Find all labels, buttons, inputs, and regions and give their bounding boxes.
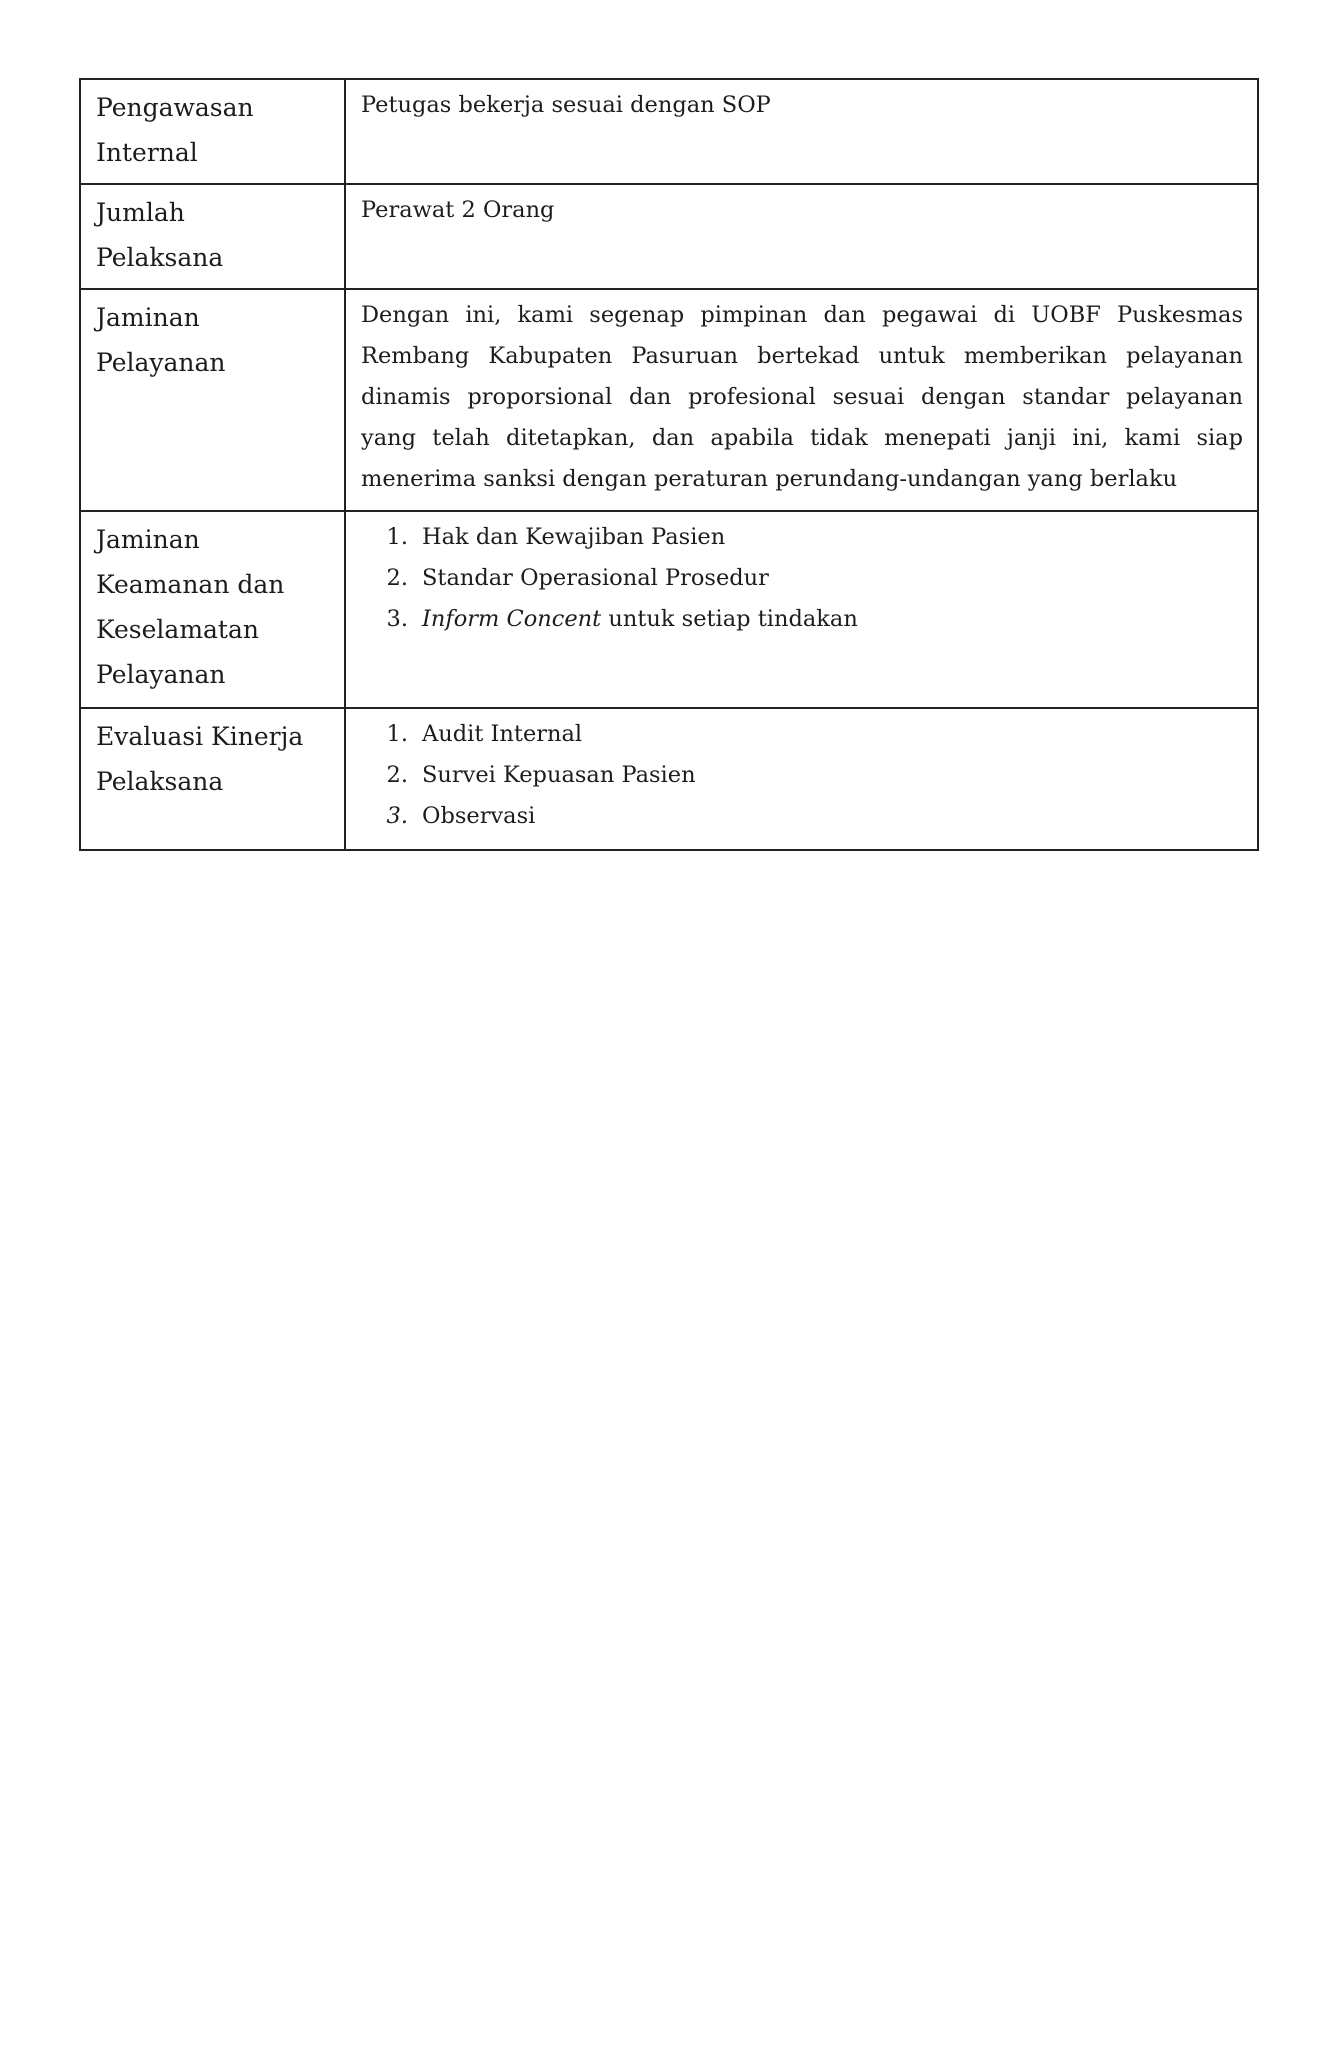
- paragraph-line: yang telah ditetapkan, dan apabila tidak menepati janji ini, kami siap: [361, 425, 1243, 451]
- list-item: [375, 796, 1243, 837]
- service-standard-table: [79, 78, 1259, 851]
- table-row-jaminan-pelayanan: [80, 289, 1258, 511]
- list-item-text: Standar Operasional Prosedur: [422, 565, 769, 591]
- row-label-cell: [80, 184, 345, 289]
- row-label-line: Internal: [96, 138, 198, 167]
- list-item-text: Observasi: [422, 803, 536, 829]
- row-label-line: Jaminan: [96, 303, 200, 332]
- table-row-evaluasi-kinerja: [80, 708, 1258, 850]
- list-number: 1.: [386, 721, 408, 747]
- table-row-jumlah-pelaksana: [80, 184, 1258, 289]
- row-content-cell: [345, 289, 1258, 511]
- row-label-line: Pelaksana: [96, 243, 224, 272]
- list-number: 1.: [386, 524, 408, 550]
- row-label-line: Evaluasi Kinerja: [96, 722, 304, 751]
- list-item-italic-text: Inform Concent: [422, 606, 602, 632]
- list-item-text: Audit Internal: [422, 721, 583, 747]
- row-label-line: Jumlah: [96, 198, 185, 227]
- row-content-cell: [345, 511, 1258, 708]
- list-item-text: Survei Kepuasan Pasien: [422, 762, 696, 788]
- list-number: 2.: [386, 565, 408, 591]
- row-label-line: Pengawasan: [96, 93, 254, 122]
- list-item-text: untuk setiap tindakan: [601, 606, 858, 632]
- service-guarantee-paragraph: [346, 290, 1257, 508]
- row-content-text: Perawat 2 Orang: [361, 197, 555, 223]
- list-item: [375, 755, 1243, 796]
- row-content-cell: [345, 184, 1258, 289]
- paragraph-line: Rembang Kabupaten Pasuruan bertekad untuk memberikan pelayanan: [361, 343, 1243, 369]
- paragraph-line: menerima sanksi dengan peraturan perundang-undangan yang berlaku: [361, 466, 1178, 492]
- paragraph-line: dinamis proporsional dan profesional sesuai dengan standar pelayanan: [361, 384, 1243, 410]
- list-number: 3.: [386, 803, 408, 829]
- list-item: [375, 517, 1243, 558]
- row-content-cell: [345, 708, 1258, 850]
- list-item: [375, 714, 1243, 755]
- row-label-cell: [80, 708, 345, 850]
- table-row-pengawasan-internal: [80, 79, 1258, 184]
- list-item-text: Hak dan Kewajiban Pasien: [422, 524, 726, 550]
- list-item: [375, 558, 1243, 599]
- row-label-line: Pelayanan: [96, 660, 226, 689]
- row-label-line: Jaminan: [96, 525, 200, 554]
- table-row-jaminan-keamanan: [80, 511, 1258, 708]
- row-label-cell: [80, 511, 345, 708]
- row-label-line: Keselamatan: [96, 615, 259, 644]
- row-label-cell: [80, 79, 345, 184]
- paragraph-line: Dengan ini, kami segenap pimpinan dan pegawai di UOBF Puskesmas: [361, 302, 1243, 328]
- numbered-list: [361, 517, 1243, 640]
- row-label-line: Pelaksana: [96, 767, 224, 796]
- row-label-line: Pelayanan: [96, 348, 226, 377]
- row-content-cell: [345, 79, 1258, 184]
- list-number: 3.: [386, 606, 408, 632]
- list-number: 2.: [386, 762, 408, 788]
- numbered-list: [361, 714, 1243, 837]
- row-label-line: Keamanan dan: [96, 570, 285, 599]
- list-item: [375, 599, 1243, 640]
- row-content-text: Petugas bekerja sesuai dengan SOP: [361, 92, 771, 118]
- row-label-cell: [80, 289, 345, 511]
